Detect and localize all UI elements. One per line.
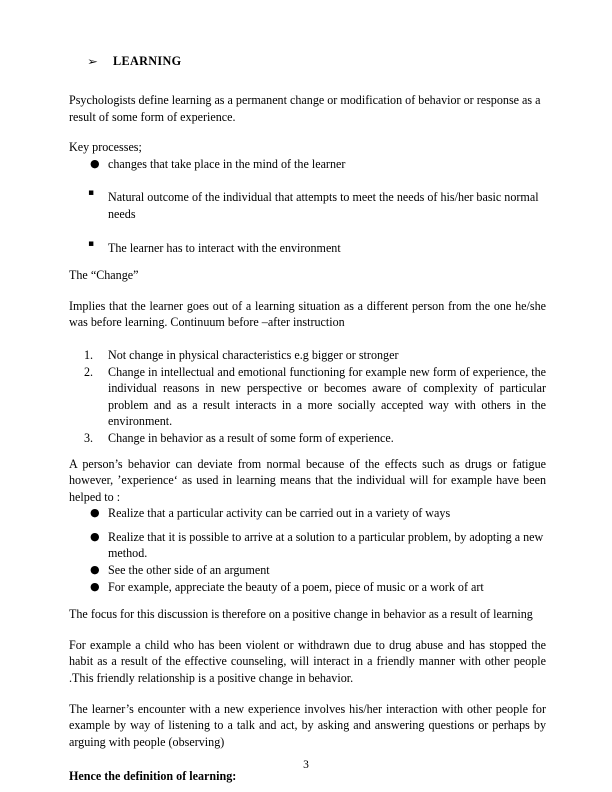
numbered-list-item — [69, 347, 546, 364]
list-item — [69, 529, 546, 562]
definition-heading: Hence the definition of learning: — [69, 769, 237, 784]
list-item — [69, 189, 546, 222]
implies-paragraph: Implies that the learner goes out of a learning situation as a different person from the one he/she was before learning. Continuum before –after instruction — [69, 298, 546, 330]
numbered-list-item-text: Not change in physical characteristics e.g bigger or stronger — [108, 347, 399, 362]
list-item-text: See the other side of an argument — [108, 563, 270, 578]
list-item — [69, 579, 546, 596]
list-item-text: Natural outcome of the individual that attempts to meet the needs of his/her basic normal needs — [108, 190, 539, 221]
spacer — [69, 687, 546, 701]
list-item — [69, 240, 546, 257]
spacer — [69, 623, 546, 637]
list-item-text: The learner has to interact with the environment — [108, 240, 341, 255]
round-bullet-icon: ● — [90, 529, 100, 543]
list-item-number: 1. — [84, 347, 94, 362]
key-processes-list — [69, 156, 546, 256]
section-heading — [87, 54, 546, 70]
spacer — [69, 331, 546, 347]
list-item-number: 3. — [84, 430, 94, 445]
spacer — [69, 595, 546, 606]
list-item — [69, 156, 546, 173]
section-heading-label: LEARNING — [113, 54, 182, 68]
round-bullet-icon: ● — [90, 563, 100, 577]
list-item-text: Realize that it is possible to arrive at a solution to a particular problem, by adopting a new method. — [108, 529, 544, 561]
numbered-list-item-text: Change in intellectual and emotional functioning for example new form of experience, the individual reasons in new perspective or becomes aware of complexity of particular problem and as a result interacts in a more socially accepted way with others in the environment. — [108, 364, 546, 429]
list-item-text: Realize that a particular activity can be carried out in a variety of ways — [108, 506, 451, 521]
focus-paragraph: The focus for this discussion is therefore on a positive change in behavior as a result of learning — [69, 607, 533, 622]
encounter-paragraph: The learner’s encounter with a new experience involves his/her interaction with other people for example by way of listening to a talk and act, by asking and answering questions or perhaps by arguing with people (observing) — [69, 701, 546, 749]
intro-paragraph: Psychologists define learning as a permanent change or modification of behavior or response as a result of some form of experience. — [69, 93, 541, 124]
spacer — [69, 125, 546, 139]
numbered-list-item-text: Change in behavior as a result of some form of experience. — [108, 430, 394, 445]
example-paragraph: For example a child who has been violent or withdrawn due to drug abuse and has stopped the habit as a result of the effective counseling, will interact in a friendly manner with other people .This friendly relationship is a positive change in behavior. — [69, 637, 546, 686]
square-bullet-icon: ▪ — [88, 238, 95, 249]
deviate-paragraph: A person’s behavior can deviate from normal because of the effects such as drugs or fatigue however, ’experience‘ as used in learning means that the individual will for example have been helped to : — [69, 456, 546, 504]
spacer — [69, 447, 546, 456]
page-content — [69, 54, 546, 785]
arrowhead-bullet-icon: ➢ — [87, 56, 99, 68]
list-item — [69, 505, 546, 522]
page-number: 3 — [303, 759, 309, 771]
numbered-list-item — [69, 364, 546, 430]
change-numbered-list — [69, 347, 546, 447]
round-bullet-icon: ● — [90, 156, 100, 170]
helped-to-list — [69, 505, 546, 595]
list-item-text: For example, appreciate the beauty of a poem, piece of music or a work of art — [108, 579, 484, 594]
round-bullet-icon: ● — [90, 506, 100, 520]
list-item — [69, 562, 546, 579]
list-item-number: 2. — [84, 364, 94, 379]
spacer — [69, 284, 546, 298]
change-label: The “Change” — [69, 268, 139, 283]
square-bullet-icon: ▪ — [88, 188, 95, 199]
list-item-text: changes that take place in the mind of the learner — [108, 156, 346, 171]
round-bullet-icon: ● — [90, 579, 100, 593]
key-processes-label: Key processes; — [69, 140, 142, 155]
numbered-list-item — [69, 430, 546, 447]
spacer — [69, 256, 546, 267]
spacer — [69, 70, 546, 92]
